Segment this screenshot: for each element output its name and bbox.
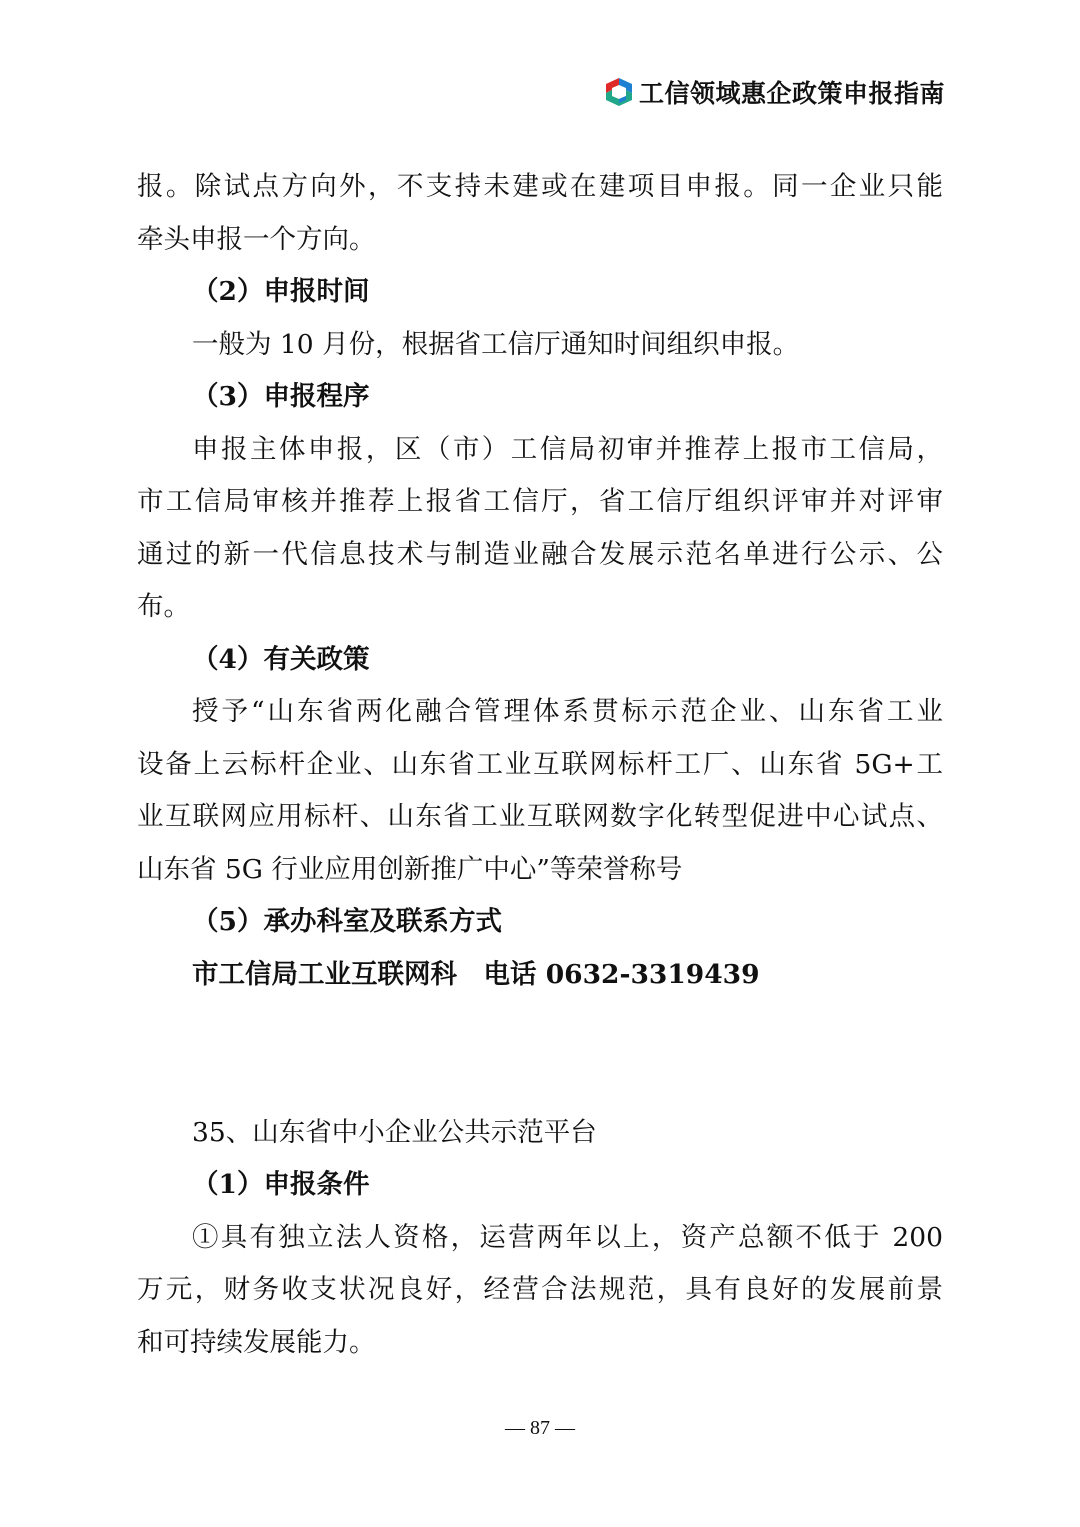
section-heading-time: （2）申报时间 xyxy=(192,276,370,307)
section-heading-policy: （4）有关政策 xyxy=(192,644,370,675)
brand-logo-icon xyxy=(603,76,635,108)
paragraph-line: 申报主体申报，区（市）工信局初审并推荐上报市工信局， xyxy=(192,434,943,465)
paragraph-line: 和可持续发展能力。 xyxy=(137,1327,376,1358)
paragraph-line: 报。除试点方向外，不支持未建或在建项目申报。同一企业只能 xyxy=(137,171,943,202)
paragraph-line: 山东省 5G 行业应用创新推广中心”等荣誉称号 xyxy=(137,854,683,885)
paragraph-line: 通过的新一代信息技术与制造业融合发展示范名单进行公示、公 xyxy=(137,539,943,570)
paragraph-line: 一般为 10 月份，根据省工信厅通知时间组织申报。 xyxy=(192,329,800,360)
paragraph-line: 设备上云标杆企业、山东省工业互联网标杆工厂、山东省 5G+工 xyxy=(137,749,943,780)
section-heading-procedure: （3）申报程序 xyxy=(192,381,370,412)
section-heading-contact: （5）承办科室及联系方式 xyxy=(192,906,502,937)
page-header xyxy=(603,74,945,110)
paragraph-line: 万元，财务收支状况良好，经营合法规范，具有良好的发展前景 xyxy=(137,1274,943,1305)
paragraph-line: 授予“山东省两化融合管理体系贯标示范企业、山东省工业 xyxy=(192,696,943,727)
paragraph-line: 业互联网应用标杆、山东省工业互联网数字化转型促进中心试点、 xyxy=(137,801,943,832)
contact-info: 市工信局工业互联网科 电话 0632-3319439 xyxy=(192,959,760,990)
section-heading-conditions: （1）申报条件 xyxy=(192,1169,370,1200)
paragraph-line: ①具有独立法人资格，运营两年以上，资产总额不低于 200 xyxy=(192,1222,943,1253)
section-title-35: 35、山东省中小企业公共示范平台 xyxy=(192,1117,597,1148)
page-number: — 87 — xyxy=(505,1417,575,1439)
paragraph-line: 牵头申报一个方向。 xyxy=(137,224,376,255)
paragraph-line: 布。 xyxy=(137,591,190,622)
header-title: 工信领域惠企政策申报指南 xyxy=(638,79,945,108)
paragraph-line: 市工信局审核并推荐上报省工信厅，省工信厅组织评审并对评审 xyxy=(137,486,943,517)
